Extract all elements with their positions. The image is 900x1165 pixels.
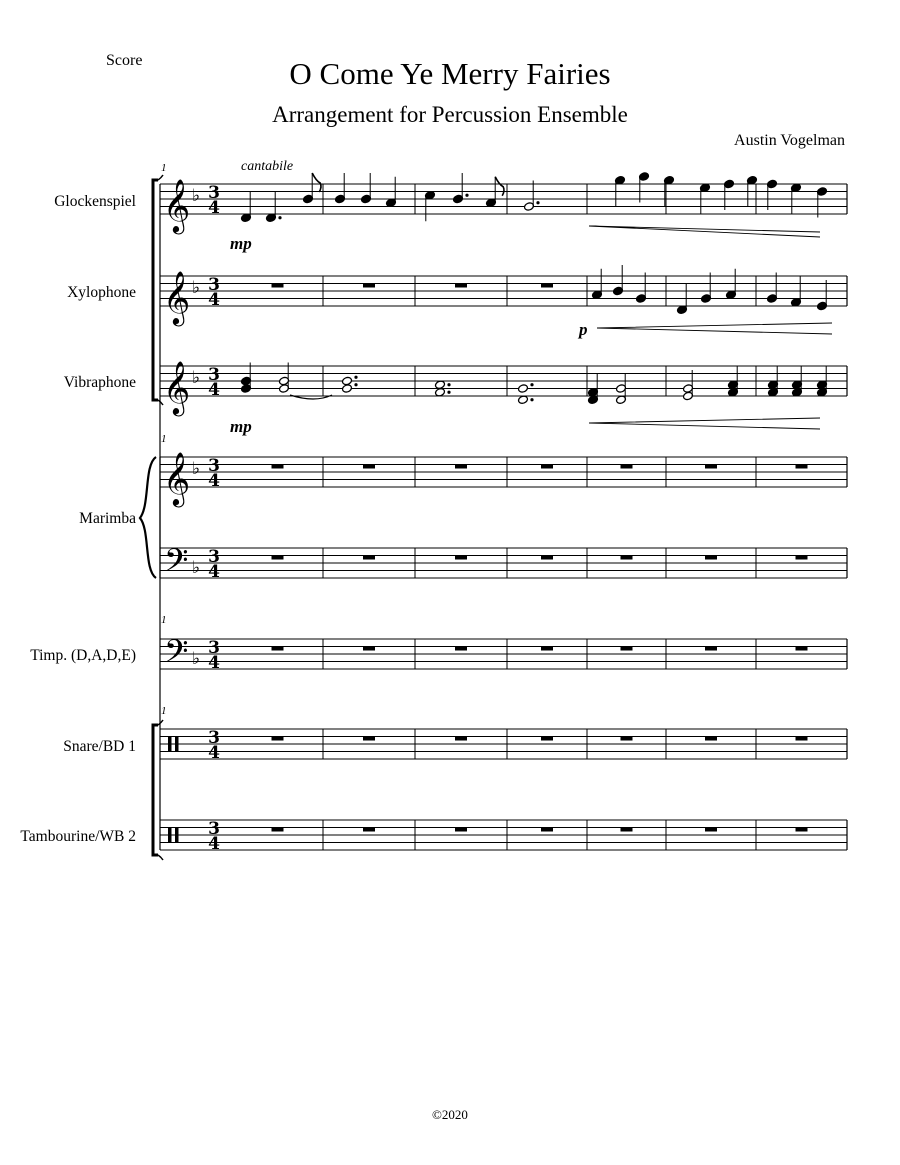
treble-clef-icon: 𝄞 [163, 178, 191, 232]
whole-rest-icon [705, 465, 717, 469]
instrument-name-vibraphone: Vibraphone [63, 374, 136, 391]
time-signature-unit: 4 [208, 834, 220, 854]
augmentation-dot [447, 391, 450, 394]
whole-rest-icon [363, 737, 375, 741]
augmentation-dot [465, 194, 468, 197]
time-signature-beats: 3 [208, 365, 220, 385]
whole-rest-icon [455, 284, 467, 288]
whole-rest-icon [621, 556, 633, 560]
instrument-name-xylophone: Xylophone [67, 284, 136, 301]
measure-number: 1 [161, 614, 167, 626]
whole-rest-icon [272, 828, 284, 832]
measure-number: 1 [161, 705, 167, 717]
staff-snare-bd [160, 729, 847, 759]
bracket-percussion [153, 725, 158, 855]
whole-rest-icon [541, 647, 553, 651]
time-signature-beats: 3 [208, 183, 220, 203]
flat-icon: ♭ [192, 558, 201, 578]
time-signature-unit: 4 [208, 562, 220, 582]
whole-rest-icon [541, 737, 553, 741]
time-signature-beats: 3 [208, 547, 220, 567]
bass-clef-icon: 𝄢 [164, 633, 189, 677]
staff-marimba-bass [160, 548, 847, 578]
whole-rest-icon [363, 465, 375, 469]
time-signature-beats: 3 [208, 456, 220, 476]
time-signature-beats: 3 [208, 275, 220, 295]
time-signature-unit: 4 [208, 290, 220, 310]
measure-number: 1 [161, 162, 167, 174]
whole-rest-icon [621, 737, 633, 741]
whole-rest-icon [796, 465, 808, 469]
augmentation-dot [354, 376, 357, 379]
time-signature-beats: 3 [208, 819, 220, 839]
time-signature-beats: 3 [208, 728, 220, 748]
instrument-name-snare-bd: Snare/BD 1 [63, 738, 136, 755]
percussion-clef-icon [175, 828, 179, 843]
percussion-clef-icon [168, 828, 172, 843]
instrument-name-marimba: Marimba [79, 510, 136, 527]
note-flag [495, 177, 504, 196]
copyright: ©2020 [432, 1107, 468, 1122]
flat-icon: ♭ [192, 186, 201, 206]
brace-marimba [140, 457, 156, 578]
flat-icon: ♭ [192, 649, 201, 669]
whole-rest-icon [796, 828, 808, 832]
dynamic-glockenspiel: mp [230, 234, 252, 253]
augmentation-dot [278, 216, 281, 219]
whole-rest-icon [363, 284, 375, 288]
whole-rest-icon [621, 828, 633, 832]
crescendo-hairpin [589, 226, 820, 237]
time-signature-beats: 3 [208, 638, 220, 658]
whole-rest-icon [272, 737, 284, 741]
whole-rest-icon [455, 647, 467, 651]
augmentation-dot [447, 383, 450, 386]
whole-rest-icon [796, 556, 808, 560]
augmentation-dot [530, 398, 533, 401]
instrument-name-timpani: Timp. (D,A,D,E) [30, 647, 136, 664]
staff-vibraphone [160, 366, 847, 396]
time-signature-unit: 4 [208, 380, 220, 400]
crescendo-hairpin [597, 323, 832, 334]
bass-clef-icon: 𝄢 [164, 542, 189, 586]
score-label: Score [106, 52, 143, 69]
treble-clef-icon: 𝄞 [163, 451, 191, 505]
whole-rest-icon [272, 284, 284, 288]
whole-rest-icon [272, 647, 284, 651]
time-signature-unit: 4 [208, 198, 220, 218]
flat-icon: ♭ [192, 278, 201, 298]
whole-rest-icon [272, 556, 284, 560]
staff-tambourine-wb [160, 820, 847, 850]
whole-rest-icon [705, 556, 717, 560]
notehead [342, 376, 353, 386]
whole-rest-icon [363, 828, 375, 832]
whole-rest-icon [705, 828, 717, 832]
notehead [518, 384, 529, 394]
note-flag [312, 173, 321, 192]
time-signature-unit: 4 [208, 743, 220, 763]
whole-rest-icon [796, 647, 808, 651]
staff-timpani [160, 639, 847, 669]
percussion-clef-icon [175, 737, 179, 752]
whole-rest-icon [455, 556, 467, 560]
whole-rest-icon [541, 465, 553, 469]
whole-rest-icon [272, 465, 284, 469]
whole-rest-icon [621, 647, 633, 651]
whole-rest-icon [705, 647, 717, 651]
whole-rest-icon [541, 828, 553, 832]
dynamic-xylophone: p [579, 320, 588, 339]
page-subtitle: Arrangement for Percussion Ensemble [272, 102, 628, 127]
flat-icon: ♭ [192, 368, 201, 388]
whole-rest-icon [541, 556, 553, 560]
whole-rest-icon [363, 556, 375, 560]
whole-rest-icon [705, 737, 717, 741]
expression-marking: cantabile [241, 159, 294, 174]
bracket-keyboards [153, 180, 158, 400]
dynamic-vibraphone: mp [230, 417, 252, 436]
whole-rest-icon [796, 737, 808, 741]
instrument-name-tambourine-wb: Tambourine/WB 2 [20, 828, 136, 845]
augmentation-dot [536, 201, 539, 204]
composer: Austin Vogelman [734, 132, 845, 149]
whole-rest-icon [541, 284, 553, 288]
whole-rest-icon [455, 828, 467, 832]
staff-marimba-treble [160, 457, 847, 487]
augmentation-dot [530, 383, 533, 386]
time-signature-unit: 4 [208, 653, 220, 673]
measure-number: 1 [161, 433, 167, 445]
percussion-clef-icon [168, 737, 172, 752]
bracket-hook [158, 855, 163, 860]
notehead [342, 384, 353, 394]
flat-icon: ♭ [192, 459, 201, 479]
treble-clef-icon: 𝄞 [163, 270, 191, 324]
instrument-name-glockenspiel: Glockenspiel [54, 193, 136, 210]
whole-rest-icon [455, 465, 467, 469]
staff-xylophone [160, 276, 847, 306]
whole-rest-icon [363, 647, 375, 651]
whole-rest-icon [621, 465, 633, 469]
whole-rest-icon [455, 737, 467, 741]
crescendo-hairpin [589, 418, 820, 429]
augmentation-dot [354, 383, 357, 386]
page-title: O Come Ye Merry Fairies [289, 56, 611, 91]
treble-clef-icon: 𝄞 [163, 360, 191, 414]
time-signature-unit: 4 [208, 471, 220, 491]
